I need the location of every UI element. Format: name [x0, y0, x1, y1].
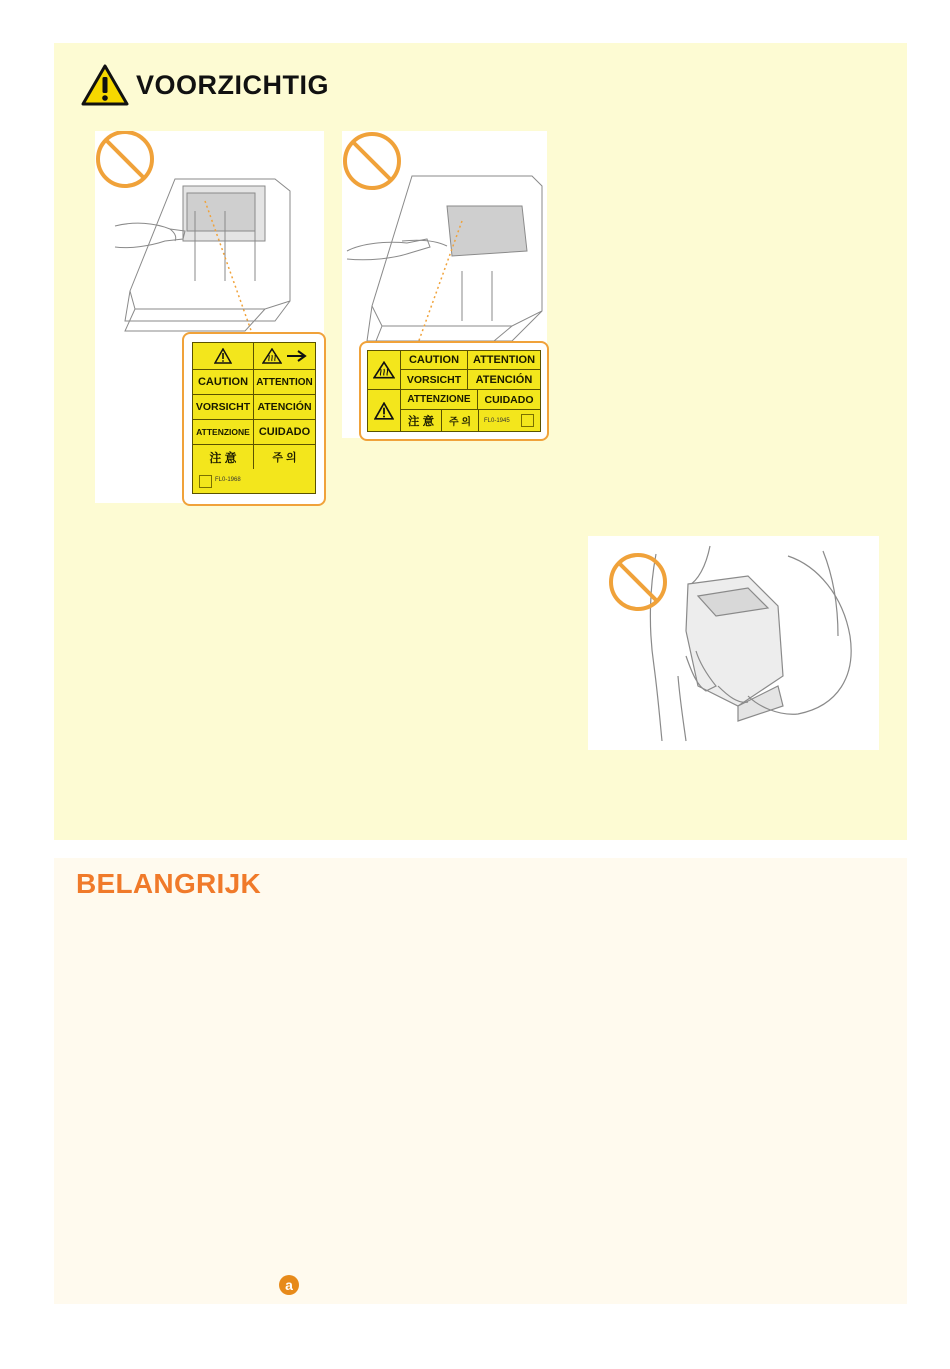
- caution-title: VOORZICHTIG: [136, 69, 329, 100]
- label-vorsicht: VORSICHT: [401, 370, 468, 390]
- label-code: FL0-1968: [215, 477, 241, 483]
- label-grid: [367, 350, 541, 432]
- lifting-printer-illustration: [588, 536, 879, 750]
- label-atencion: ATENCIÓN: [254, 395, 315, 420]
- caution-panel: [54, 43, 907, 840]
- warning-triangle-icon: [193, 343, 254, 370]
- label-cuidado: CUIDADO: [254, 420, 315, 445]
- label-chinese: 注 意: [193, 445, 254, 469]
- warning-label-left: [182, 332, 326, 506]
- arrow-right-icon: [286, 349, 308, 363]
- label-attention: ATTENTION: [468, 351, 540, 370]
- label-grid: [192, 342, 316, 494]
- label-code: FL0-1945: [484, 418, 510, 424]
- warning-triangle-icon: [368, 390, 401, 431]
- label-caution: CAUTION: [193, 370, 254, 395]
- warning-triangle-icon: [80, 63, 130, 107]
- label-attenzione: ATTENZIONE: [193, 420, 254, 445]
- label-attenzione: ATTENZIONE: [401, 390, 478, 410]
- caution-heading: [80, 63, 329, 107]
- hot-surface-icon: [262, 348, 282, 364]
- label-korean: 주 의: [442, 410, 479, 431]
- label-checkbox: [521, 414, 534, 427]
- marker-a-icon: a: [279, 1275, 299, 1295]
- label-checkbox: [199, 475, 212, 488]
- label-caution: CAUTION: [401, 351, 468, 370]
- label-cuidado: CUIDADO: [478, 390, 540, 410]
- hot-surface-arrow-icon: [254, 343, 315, 370]
- label-attention: ATTENTION: [254, 370, 315, 395]
- label-korean: 주 의: [272, 452, 297, 464]
- label-vorsicht: VORSICHT: [193, 395, 254, 420]
- warning-label-right: [359, 341, 549, 441]
- important-panel: [54, 858, 907, 1304]
- important-title: BELANGRIJK: [76, 868, 262, 899]
- hot-surface-icon: [368, 351, 401, 390]
- label-atencion: ATENCIÓN: [468, 370, 540, 390]
- label-chinese: 注 意: [401, 410, 442, 431]
